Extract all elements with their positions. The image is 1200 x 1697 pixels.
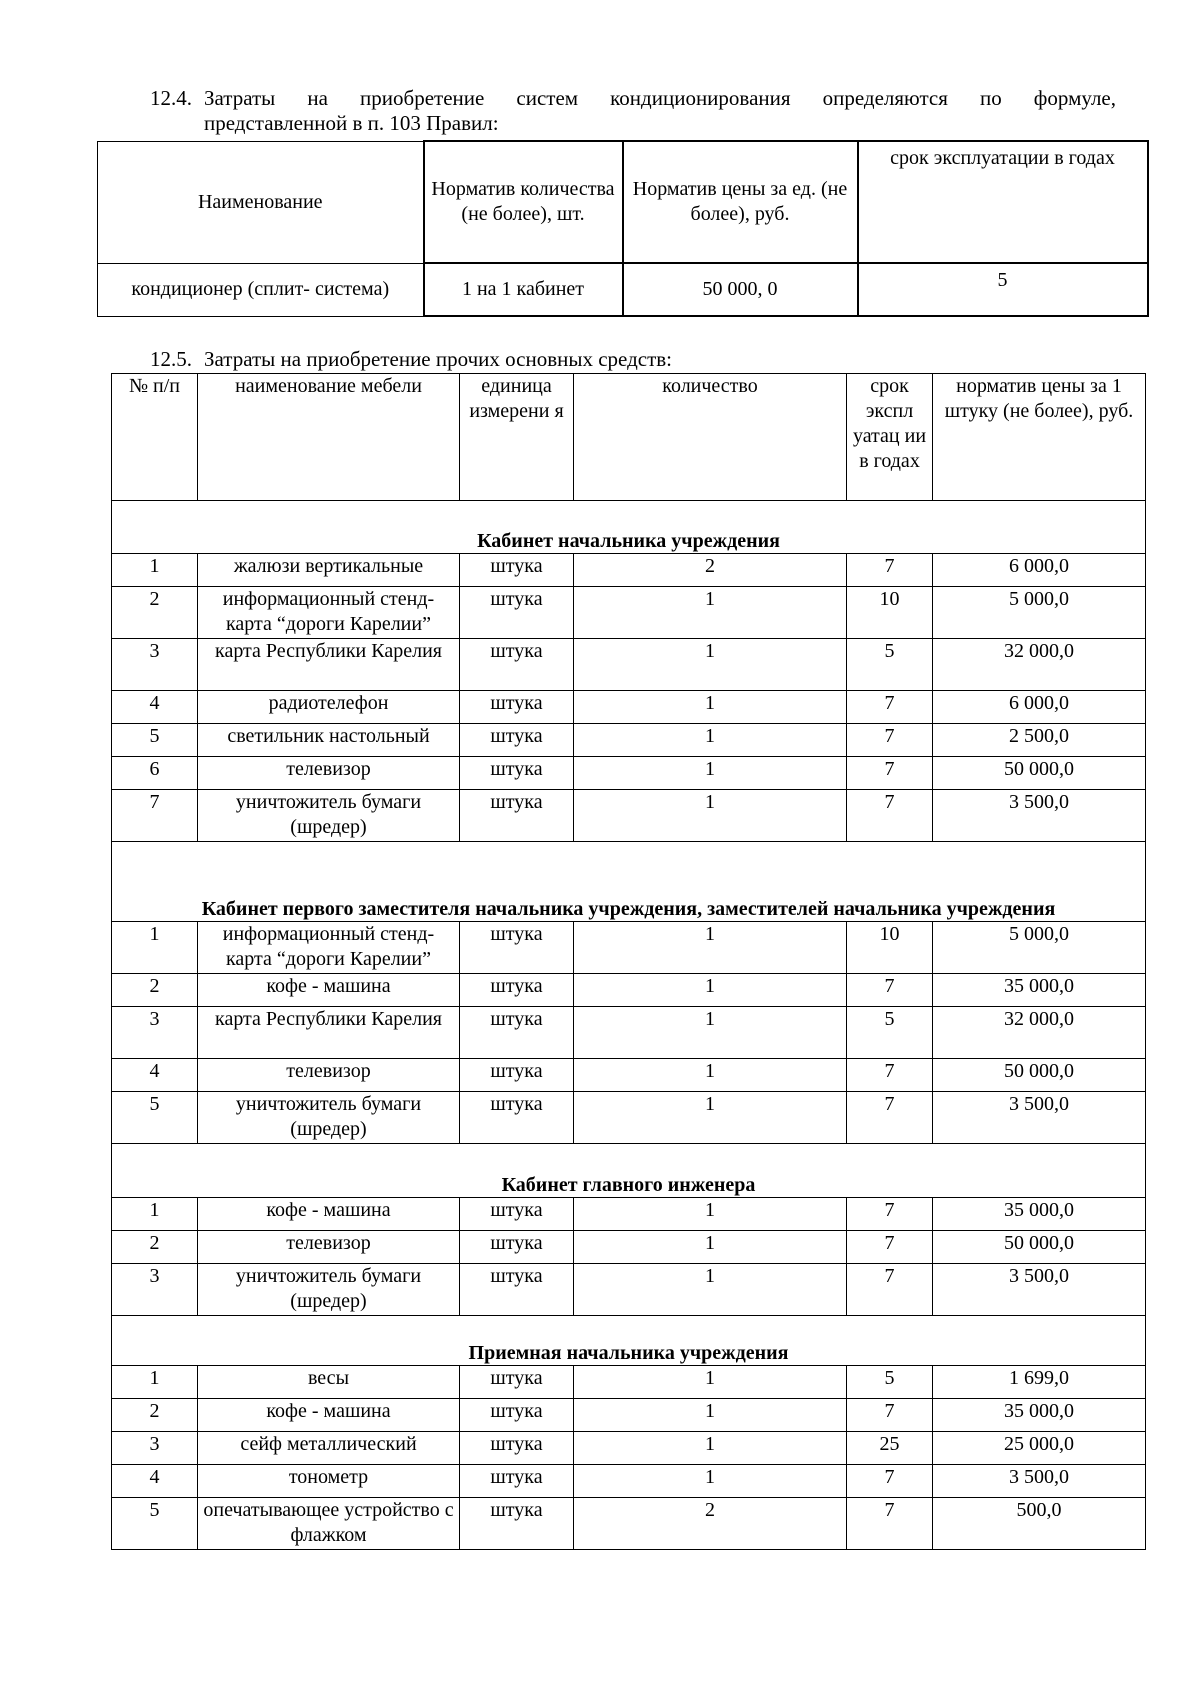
table-row (112, 1059, 1146, 1092)
cell-life: 5 (847, 639, 933, 691)
cell-unit: штука (460, 1007, 574, 1059)
section-row (112, 842, 1146, 922)
table-row (112, 639, 1146, 691)
cell-n: 1 (112, 1366, 198, 1399)
cell-qty: 1 (574, 639, 847, 691)
cell-price: 500,0 (933, 1498, 1146, 1550)
cell-qty: 1 (574, 1092, 847, 1144)
paragraph-number: 12.5. (150, 347, 192, 371)
cell-unit: штука (460, 1231, 574, 1264)
cell-name: телевизор (198, 1059, 460, 1092)
section-row (112, 501, 1146, 554)
table-row (112, 1465, 1146, 1498)
cell-life: 7 (847, 1399, 933, 1432)
cell-unit: штука (460, 974, 574, 1007)
cell-name: информационный стенд-карта “дороги Карелии” (198, 587, 460, 639)
cell-life: 5 (847, 1366, 933, 1399)
table-row (112, 587, 1146, 639)
cell-life: 7 (847, 1231, 933, 1264)
header-number: № п/п (112, 374, 198, 501)
table-row (112, 1399, 1146, 1432)
table-row (112, 1498, 1146, 1550)
cell-price: 32 000,0 (933, 639, 1146, 691)
cell-life: 5 (847, 1007, 933, 1059)
cell-n: 5 (112, 724, 198, 757)
cell-price: 35 000,0 (933, 1399, 1146, 1432)
header-unit: единица измерени я (460, 374, 574, 501)
cell-n: 3 (112, 1007, 198, 1059)
cell-qty: 2 (574, 1498, 847, 1550)
cell-name: опечатывающее устройство с флажком (198, 1498, 460, 1550)
table-row (112, 1007, 1146, 1059)
table-row (112, 757, 1146, 790)
table-header-row (112, 374, 1146, 501)
cell-unit: штука (460, 1432, 574, 1465)
cell-price: 50 000,0 (933, 1059, 1146, 1092)
cell-qty: 1 (574, 1007, 847, 1059)
table-row (112, 922, 1146, 974)
table-row (112, 724, 1146, 757)
cell-name: сейф металлический (198, 1432, 460, 1465)
cell-n: 5 (112, 1498, 198, 1550)
cell-unit: штука (460, 1366, 574, 1399)
table-row (112, 1198, 1146, 1231)
cell-name: карта Республики Карелия (198, 1007, 460, 1059)
fixed-assets-table-body (112, 374, 1146, 1550)
cell-qty: 1 (574, 1465, 847, 1498)
cell-unit: штука (460, 554, 574, 587)
cell-life: 7 (847, 691, 933, 724)
cell-n: 3 (112, 639, 198, 691)
section-title: Приемная начальника учреждения (112, 1316, 1146, 1366)
cell-name: уничтожитель бумаги (шредер) (198, 1092, 460, 1144)
cell-n: 6 (112, 757, 198, 790)
cell-qty: 1 (574, 724, 847, 757)
cell-qty: 1 (574, 974, 847, 1007)
paragraph-12-4 (150, 86, 1116, 136)
cell-life: 10 (847, 922, 933, 974)
cell-name: телевизор (198, 1231, 460, 1264)
cell-price: 3 500,0 (933, 790, 1146, 842)
cell-n: 1 (112, 554, 198, 587)
cell-name: кофе - машина (198, 1198, 460, 1231)
cell-unit: штука (460, 1059, 574, 1092)
section-title: Кабинет первого заместителя начальника учреждения, заместителей начальника учреждения (112, 842, 1146, 922)
cell-unit: штука (460, 1264, 574, 1316)
cell-unit: штука (460, 1198, 574, 1231)
cell-qty: 1 (574, 1399, 847, 1432)
cell-price: 2 500,0 (933, 724, 1146, 757)
table-row (112, 691, 1146, 724)
table-row (112, 1432, 1146, 1465)
header-service-life: срок экспл уатац ии в годах (847, 374, 933, 501)
cell-life: 7 (847, 757, 933, 790)
cell-n: 5 (112, 1092, 198, 1144)
cell-qty: 1 (574, 1059, 847, 1092)
header-service-life: срок эксплуатации в годах (858, 141, 1148, 263)
cell-life: 7 (847, 1498, 933, 1550)
cell-life: 7 (847, 1092, 933, 1144)
section-title: Кабинет главного инженера (112, 1144, 1146, 1198)
cell-unit: штука (460, 757, 574, 790)
cell-qty: 1 (574, 587, 847, 639)
table-row (112, 974, 1146, 1007)
air-conditioning-table (97, 140, 1149, 317)
paragraph-12-5 (150, 347, 1116, 372)
cell-life: 7 (847, 1264, 933, 1316)
fixed-assets-table (111, 373, 1146, 1550)
cell-n: 2 (112, 1399, 198, 1432)
table-row (112, 790, 1146, 842)
cell-price: 3 500,0 (933, 1092, 1146, 1144)
cell-name: радиотелефон (198, 691, 460, 724)
cell-price: 6 000,0 (933, 691, 1146, 724)
header-price: Норматив цены за ед. (не более), руб. (623, 141, 858, 263)
cell-name: уничтожитель бумаги (шредер) (198, 1264, 460, 1316)
cell-unit: штука (460, 724, 574, 757)
cell-price: 50 000,0 (933, 1231, 1146, 1264)
table-row (112, 1366, 1146, 1399)
table-row (112, 1264, 1146, 1316)
paragraph-12-5-line: 12.5. Затраты на приобретение прочих основных средств: (150, 347, 673, 371)
cell-name: жалюзи вертикальные (198, 554, 460, 587)
cell-unit: штука (460, 1465, 574, 1498)
header-price-norm: норматив цены за 1 штуку (не более), руб. (933, 374, 1146, 501)
cell-name: карта Республики Карелия (198, 639, 460, 691)
cell-unit: штука (460, 790, 574, 842)
cell-life: 7 (847, 974, 933, 1007)
cell-name: информационный стенд-карта “дороги Карелии” (198, 922, 460, 974)
cell-life: 10 (847, 587, 933, 639)
cell-n: 4 (112, 1059, 198, 1092)
cell-quantity: 1 на 1 кабинет (424, 263, 623, 316)
table-row (112, 554, 1146, 587)
cell-qty: 1 (574, 790, 847, 842)
cell-price: 3 500,0 (933, 1264, 1146, 1316)
cell-name: кондиционер (сплит- система) (98, 263, 424, 316)
cell-n: 3 (112, 1264, 198, 1316)
cell-price: 25 000,0 (933, 1432, 1146, 1465)
header-quantity: количество (574, 374, 847, 501)
header-furniture-name: наименование мебели (198, 374, 460, 501)
cell-n: 4 (112, 691, 198, 724)
cell-n: 2 (112, 974, 198, 1007)
cell-unit: штука (460, 1399, 574, 1432)
cell-name: тонометр (198, 1465, 460, 1498)
cell-n: 7 (112, 790, 198, 842)
cell-qty: 1 (574, 691, 847, 724)
cell-unit: штука (460, 1092, 574, 1144)
cell-n: 3 (112, 1432, 198, 1465)
cell-name: светильник настольный (198, 724, 460, 757)
cell-price: 6 000,0 (933, 554, 1146, 587)
cell-life: 7 (847, 724, 933, 757)
cell-price: 35 000,0 (933, 974, 1146, 1007)
cell-price: 1 699,0 (933, 1366, 1146, 1399)
cell-n: 2 (112, 587, 198, 639)
cell-n: 1 (112, 922, 198, 974)
cell-qty: 1 (574, 1231, 847, 1264)
table-row (112, 1092, 1146, 1144)
cell-name: кофе - машина (198, 1399, 460, 1432)
paragraph-12-4-line2: представленной в п. 103 Правил: (204, 111, 499, 135)
cell-qty: 1 (574, 1198, 847, 1231)
section-title: Кабинет начальника учреждения (112, 501, 1146, 554)
cell-price: 32 000,0 (933, 1007, 1146, 1059)
cell-price: 3 500,0 (933, 1465, 1146, 1498)
section-row (112, 1316, 1146, 1366)
cell-life: 7 (847, 790, 933, 842)
cell-price: 5 000,0 (933, 587, 1146, 639)
cell-price: 5 000,0 (933, 922, 1146, 974)
cell-qty: 1 (574, 1366, 847, 1399)
cell-life: 7 (847, 1465, 933, 1498)
cell-life: 7 (847, 1198, 933, 1231)
cell-price: 50 000,0 (933, 757, 1146, 790)
cell-unit: штука (460, 1498, 574, 1550)
cell-qty: 1 (574, 1264, 847, 1316)
cell-qty: 1 (574, 1432, 847, 1465)
header-name: Наименование (98, 141, 424, 263)
cell-service-life: 5 (858, 263, 1148, 316)
cell-qty: 2 (574, 554, 847, 587)
cell-name: кофе - машина (198, 974, 460, 1007)
cell-qty: 1 (574, 757, 847, 790)
cell-unit: штука (460, 587, 574, 639)
header-quantity: Норматив количества (не более), шт. (424, 141, 623, 263)
table-row (112, 1231, 1146, 1264)
cell-name: уничтожитель бумаги (шредер) (198, 790, 460, 842)
cell-life: 25 (847, 1432, 933, 1465)
cell-name: телевизор (198, 757, 460, 790)
paragraph-number: 12.4. (150, 86, 192, 110)
paragraph-12-4-line1: 12.4. Затраты на приобретение систем кондиционирования определяются по формуле, (150, 86, 1116, 110)
cell-n: 2 (112, 1231, 198, 1264)
cell-unit: штука (460, 691, 574, 724)
cell-life: 7 (847, 554, 933, 587)
cell-unit: штука (460, 922, 574, 974)
cell-n: 1 (112, 1198, 198, 1231)
cell-name: весы (198, 1366, 460, 1399)
cell-n: 4 (112, 1465, 198, 1498)
cell-unit: штука (460, 639, 574, 691)
cell-price: 50 000, 0 (623, 263, 858, 316)
cell-qty: 1 (574, 922, 847, 974)
section-row (112, 1144, 1146, 1198)
cell-price: 35 000,0 (933, 1198, 1146, 1231)
cell-life: 7 (847, 1059, 933, 1092)
